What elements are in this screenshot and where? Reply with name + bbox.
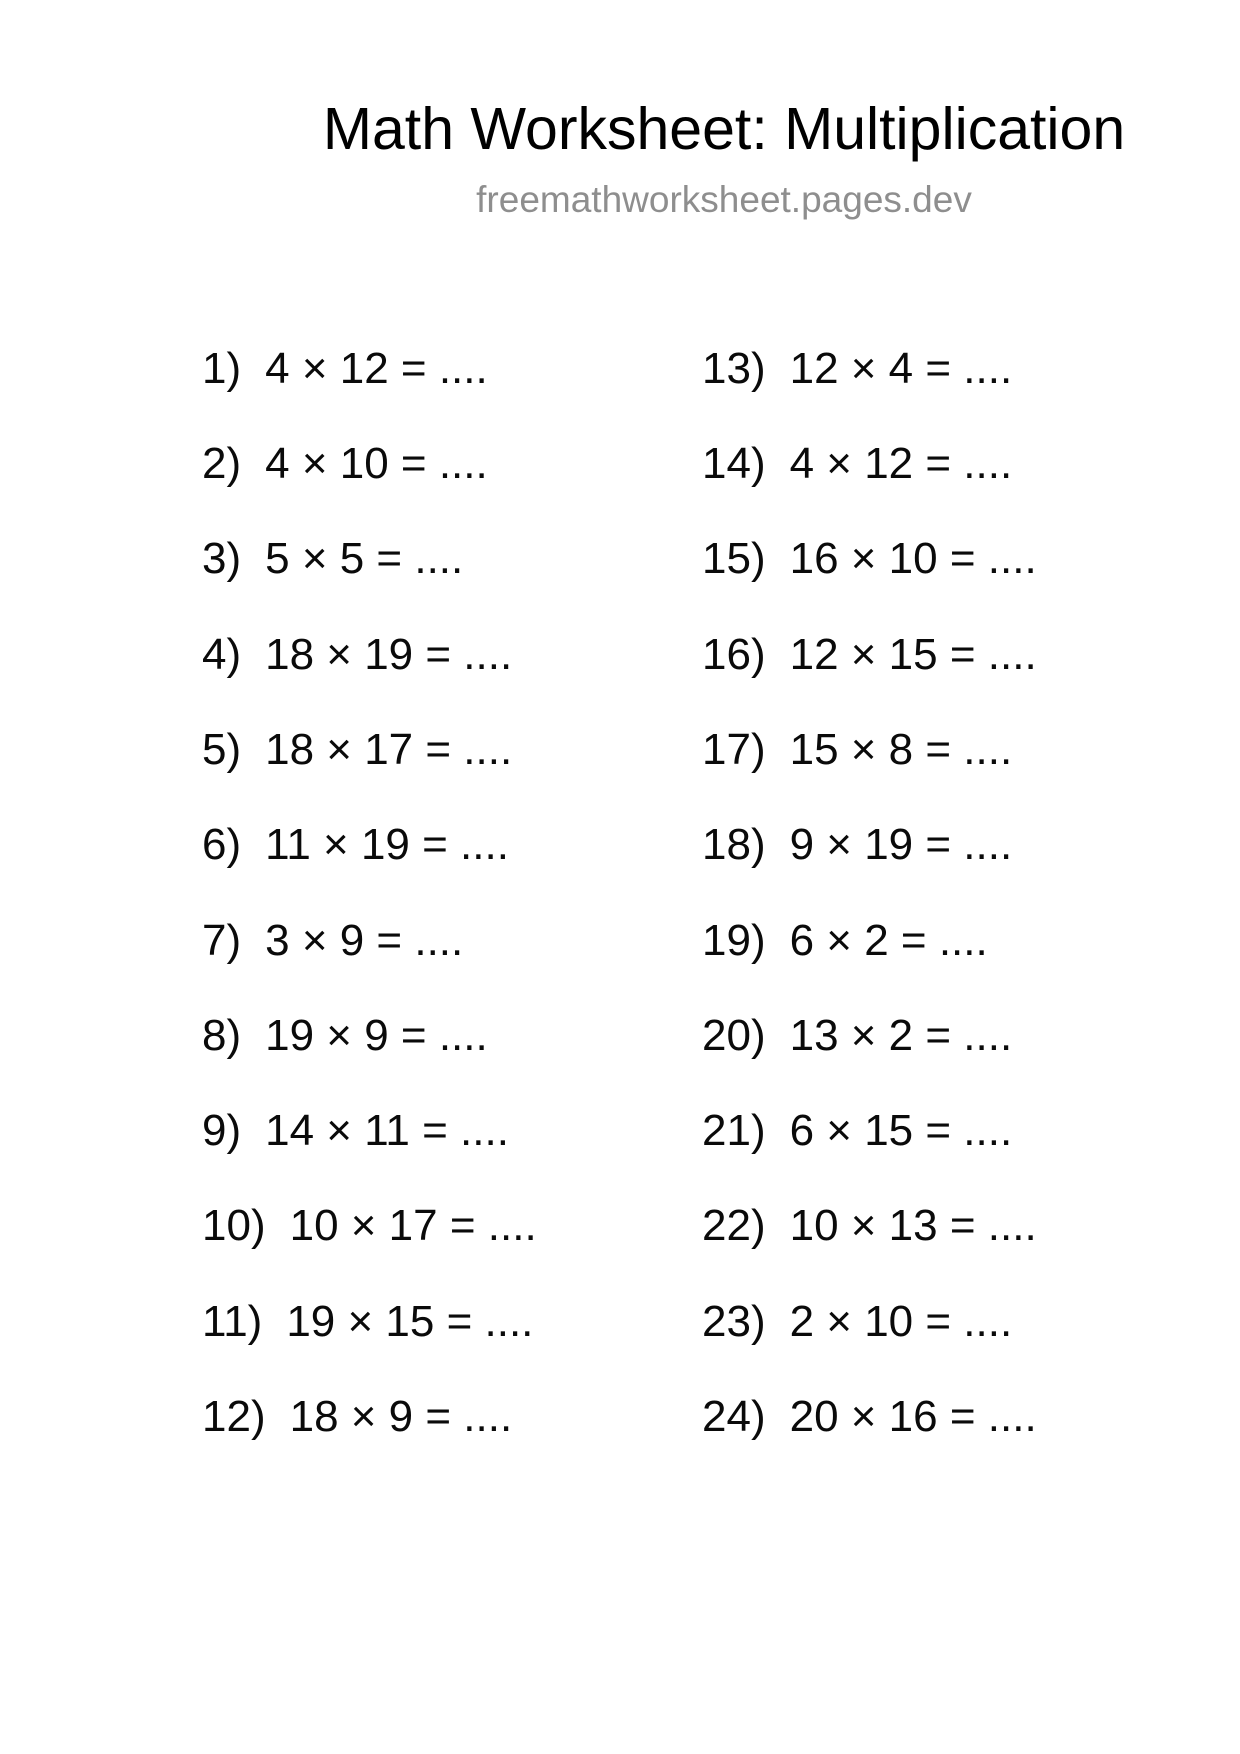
problem-number: 12) — [202, 1392, 266, 1442]
problem-expression: 18 × 9 = .... — [289, 1392, 513, 1442]
problem-number: 17) — [702, 724, 766, 774]
problem-expression: 4 × 12 = .... — [265, 343, 488, 393]
problem-row — [202, 511, 702, 606]
worksheet-header — [0, 0, 1240, 222]
problem-expression: 15 × 8 = .... — [789, 724, 1013, 774]
problem-expression: 2 × 10 = .... — [789, 1296, 1013, 1346]
problems-column-left — [202, 321, 702, 1465]
problem-expression: 4 × 12 = .... — [789, 439, 1013, 489]
problem-number: 5) — [202, 724, 242, 774]
problem-expression: 18 × 17 = .... — [265, 724, 513, 774]
problem-row — [702, 416, 1037, 511]
problem-row — [702, 1083, 1037, 1178]
problem-expression: 13 × 2 = .... — [789, 1010, 1013, 1060]
problem-number: 19) — [702, 915, 766, 965]
problem-row — [202, 893, 702, 988]
problem-expression: 19 × 15 = .... — [286, 1296, 534, 1346]
problem-expression: 4 × 10 = .... — [265, 439, 488, 489]
problem-number: 11) — [202, 1296, 263, 1346]
problem-expression: 14 × 11 = .... — [265, 1106, 509, 1156]
problem-row — [702, 321, 1037, 416]
problem-row — [702, 797, 1037, 892]
problem-number: 16) — [702, 629, 766, 679]
problem-expression: 11 × 19 = .... — [265, 820, 509, 870]
page-title: Math Worksheet: Multiplication — [322, 96, 1126, 162]
problem-number: 10) — [202, 1201, 266, 1251]
problem-expression: 20 × 16 = .... — [789, 1392, 1037, 1442]
problem-row — [702, 988, 1037, 1083]
problem-expression: 19 × 9 = .... — [265, 1010, 488, 1060]
problem-expression: 16 × 10 = .... — [789, 534, 1037, 584]
problem-row — [202, 797, 702, 892]
problem-number: 21) — [702, 1106, 766, 1156]
problem-number: 18) — [702, 820, 766, 870]
problem-row — [202, 1274, 702, 1369]
problem-number: 3) — [202, 534, 242, 584]
problem-expression: 6 × 2 = .... — [789, 915, 988, 965]
problem-expression: 18 × 19 = .... — [265, 629, 513, 679]
problem-number: 7) — [202, 915, 242, 965]
problem-row — [202, 1178, 702, 1273]
problem-row — [702, 702, 1037, 797]
problem-row — [202, 321, 702, 416]
problem-number: 15) — [702, 534, 766, 584]
problem-number: 13) — [702, 343, 766, 393]
problem-expression: 10 × 17 = .... — [289, 1201, 537, 1251]
problem-number: 4) — [202, 629, 242, 679]
problem-number: 22) — [702, 1201, 766, 1251]
page-subtitle: freemathworksheet.pages.dev — [476, 178, 972, 220]
problem-row — [202, 1083, 702, 1178]
problem-number: 6) — [202, 820, 242, 870]
problem-row — [202, 702, 702, 797]
problem-number: 24) — [702, 1392, 766, 1442]
problem-row — [702, 607, 1037, 702]
problem-number: 14) — [702, 439, 766, 489]
problem-expression: 12 × 15 = .... — [789, 629, 1037, 679]
problem-number: 20) — [702, 1010, 766, 1060]
problem-expression: 6 × 15 = .... — [789, 1106, 1013, 1156]
problems-column-right — [702, 321, 1037, 1465]
problem-number: 1) — [202, 343, 242, 393]
problem-number: 23) — [702, 1296, 766, 1346]
problem-row — [702, 511, 1037, 606]
problem-expression: 3 × 9 = .... — [265, 915, 464, 965]
problems-grid — [202, 321, 1240, 1465]
problem-row — [202, 416, 702, 511]
problem-row — [702, 1178, 1037, 1273]
problem-row — [702, 1274, 1037, 1369]
problem-expression: 5 × 5 = .... — [265, 534, 464, 584]
problem-row — [202, 988, 702, 1083]
problem-number: 2) — [202, 439, 242, 489]
problem-row — [702, 893, 1037, 988]
problem-expression: 9 × 19 = .... — [789, 820, 1013, 870]
problem-row — [202, 1369, 702, 1464]
problem-number: 8) — [202, 1010, 242, 1060]
problem-expression: 10 × 13 = .... — [789, 1201, 1037, 1251]
problem-row — [202, 607, 702, 702]
problem-expression: 12 × 4 = .... — [789, 343, 1013, 393]
problem-number: 9) — [202, 1106, 242, 1156]
problem-row — [702, 1369, 1037, 1464]
